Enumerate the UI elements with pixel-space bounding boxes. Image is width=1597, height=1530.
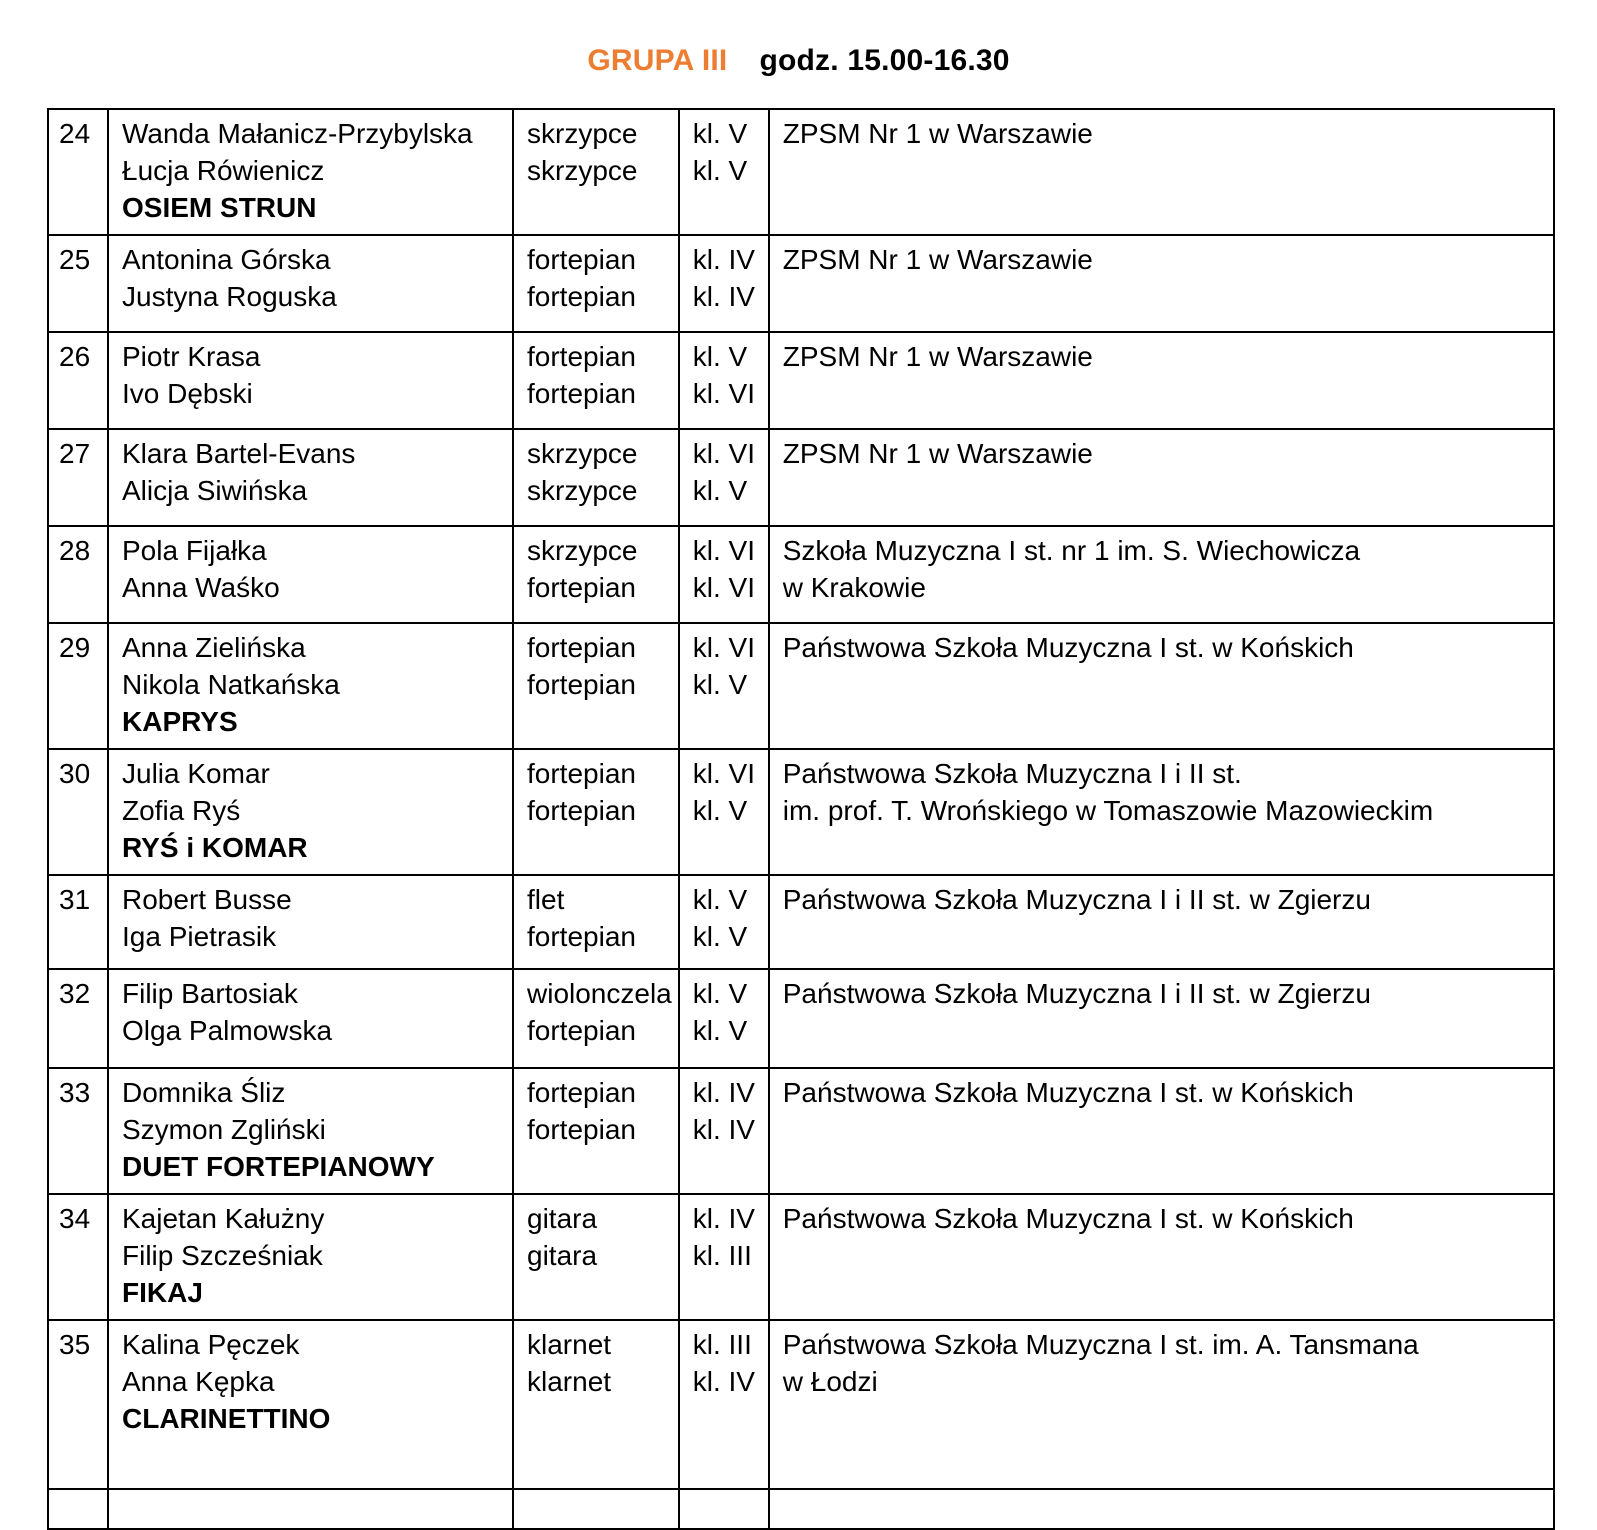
performers-cell (108, 1489, 513, 1529)
performer-name: Wanda Małanicz-Przybylska (122, 118, 473, 149)
school-cell (769, 235, 1554, 332)
row-number-cell (48, 429, 108, 526)
instrument: fortepian (527, 281, 636, 312)
row-number: 25 (59, 244, 91, 275)
school-cell (769, 526, 1554, 623)
performers-cell (108, 969, 513, 1068)
row-number-cell (48, 875, 108, 969)
page-title (0, 44, 1597, 78)
table-row (48, 1194, 1554, 1320)
instrument: skrzypce (527, 118, 638, 149)
school-cell (769, 1068, 1554, 1194)
school-line: Państwowa Szkoła Muzyczna I i II st. w Zgierzu (782, 884, 1371, 915)
row-number-cell (48, 1489, 108, 1529)
performer-name: Anna Zielińska (122, 632, 306, 663)
school-cell (769, 429, 1554, 526)
class-level: kl. VI (692, 378, 755, 409)
performer-name: Robert Busse (122, 884, 292, 915)
instrument: skrzypce (527, 155, 638, 186)
classes-cell (679, 749, 769, 875)
school-line: ZPSM Nr 1 w Warszawie (782, 118, 1093, 149)
classes-cell (679, 526, 769, 623)
performer-name: Iga Pietrasik (122, 921, 277, 952)
school-cell (769, 875, 1554, 969)
performers-cell (108, 332, 513, 429)
instruments-cell (513, 526, 679, 623)
school-cell (769, 1194, 1554, 1320)
school-line: ZPSM Nr 1 w Warszawie (782, 244, 1093, 275)
class-level: kl. VI (692, 758, 755, 789)
performer-name: Kajetan Kałużny (122, 1203, 325, 1234)
school-cell (769, 749, 1554, 875)
school-line: Państwowa Szkoła Muzyczna I st. w Końskich (782, 632, 1354, 663)
class-level: kl. V (692, 475, 748, 506)
classes-cell (679, 1194, 769, 1320)
performer-name: Ivo Dębski (122, 378, 253, 409)
performer-name: Nikola Natkańska (122, 669, 340, 700)
instrument: fortepian (527, 1077, 636, 1108)
ensemble-name: DUET FORTEPIANOWY (122, 1151, 435, 1182)
instruments-cell (513, 1068, 679, 1194)
instruments-cell (513, 875, 679, 969)
ensemble-name: RYŚ i KOMAR (122, 832, 308, 863)
school-line: Państwowa Szkoła Muzyczna I st. im. A. Tansmana (782, 1329, 1419, 1360)
performer-name: Olga Palmowska (122, 1015, 333, 1046)
performers-cell (108, 1320, 513, 1489)
class-level: kl. IV (692, 281, 755, 312)
instrument: fortepian (527, 572, 636, 603)
class-level: kl. VI (692, 438, 755, 469)
instrument: fortepian (527, 378, 636, 409)
school-line: Szkoła Muzyczna I st. nr 1 im. S. Wiechowicza (782, 535, 1361, 566)
instrument: gitara (527, 1203, 598, 1234)
classes-cell (679, 332, 769, 429)
instrument: skrzypce (527, 535, 638, 566)
time-label: godz. 15.00-16.30 (759, 44, 1010, 77)
class-level: kl. V (692, 669, 748, 700)
results-table (47, 108, 1555, 1530)
performers-cell (108, 875, 513, 969)
performer-name: Kalina Pęczek (122, 1329, 300, 1360)
row-number: 35 (59, 1329, 91, 1360)
school-line: Państwowa Szkoła Muzyczna I i II st. (782, 758, 1242, 789)
classes-cell (679, 1320, 769, 1489)
table-row (48, 749, 1554, 875)
instruments-cell (513, 1194, 679, 1320)
class-level: kl. V (692, 118, 748, 149)
performer-name: Alicja Siwińska (122, 475, 308, 506)
classes-cell (679, 623, 769, 749)
ensemble-name: KAPRYS (122, 706, 238, 737)
school-cell (769, 109, 1554, 235)
performer-name: Filip Bartosiak (122, 978, 298, 1009)
class-level: kl. V (692, 1015, 748, 1046)
instrument: fortepian (527, 632, 636, 663)
performer-name: Zofia Ryś (122, 795, 241, 826)
performers-cell (108, 109, 513, 235)
row-number: 29 (59, 632, 91, 663)
class-level: kl. V (692, 884, 748, 915)
row-number: 24 (59, 118, 91, 149)
row-number: 31 (59, 884, 91, 915)
row-number-cell (48, 623, 108, 749)
table-row (48, 109, 1554, 235)
table-row (48, 1320, 1554, 1489)
school-line: ZPSM Nr 1 w Warszawie (782, 341, 1093, 372)
class-level: kl. IV (692, 1114, 755, 1145)
instruments-cell (513, 1320, 679, 1489)
school-cell (769, 1489, 1554, 1529)
performer-name: Anna Waśko (122, 572, 280, 603)
instrument: fortepian (527, 1015, 636, 1046)
row-number-cell (48, 526, 108, 623)
row-number: 27 (59, 438, 91, 469)
performer-name: Filip Szcześniak (122, 1240, 323, 1271)
ensemble-name: CLARINETTINO (122, 1403, 331, 1434)
classes-cell (679, 1489, 769, 1529)
performers-cell (108, 1194, 513, 1320)
class-level: kl. IV (692, 1203, 755, 1234)
performers-cell (108, 749, 513, 875)
class-level: kl. VI (692, 572, 755, 603)
instrument: fortepian (527, 669, 636, 700)
instrument: skrzypce (527, 475, 638, 506)
row-number: 26 (59, 341, 91, 372)
class-level: kl. V (692, 921, 748, 952)
class-level: kl. IV (692, 244, 755, 275)
school-cell (769, 332, 1554, 429)
row-number-cell (48, 235, 108, 332)
school-line: Państwowa Szkoła Muzyczna I st. w Końskich (782, 1203, 1354, 1234)
instruments-cell (513, 623, 679, 749)
table-row-partial (48, 1489, 1554, 1529)
row-number-cell (48, 1194, 108, 1320)
class-level: kl. V (692, 795, 748, 826)
performer-name: Klara Bartel-Evans (122, 438, 356, 469)
row-number: 32 (59, 978, 91, 1009)
class-level: kl. V (692, 978, 748, 1009)
instruments-cell (513, 109, 679, 235)
table-row (48, 969, 1554, 1068)
classes-cell (679, 875, 769, 969)
school-line: Państwowa Szkoła Muzyczna I st. w Końskich (782, 1077, 1354, 1108)
class-level: kl. VI (692, 632, 755, 663)
instrument: fortepian (527, 758, 636, 789)
instrument: wiolonczela (527, 978, 672, 1009)
instrument: skrzypce (527, 438, 638, 469)
performers-cell (108, 623, 513, 749)
row-number: 33 (59, 1077, 91, 1108)
performer-name: Anna Kępka (122, 1366, 275, 1397)
classes-cell (679, 235, 769, 332)
table-row (48, 332, 1554, 429)
performer-name: Antonina Górska (122, 244, 331, 275)
row-number-cell (48, 1068, 108, 1194)
instrument: fortepian (527, 244, 636, 275)
instruments-cell (513, 235, 679, 332)
instrument: fortepian (527, 1114, 636, 1145)
row-number: 30 (59, 758, 91, 789)
performer-name: Pola Fijałka (122, 535, 267, 566)
row-number-cell (48, 1320, 108, 1489)
performer-name: Julia Komar (122, 758, 270, 789)
school-cell (769, 969, 1554, 1068)
performer-name: Szymon Zgliński (122, 1114, 326, 1145)
row-number: 28 (59, 535, 91, 566)
school-cell (769, 623, 1554, 749)
school-cell (769, 1320, 1554, 1489)
ensemble-name: FIKAJ (122, 1277, 203, 1308)
instrument: flet (527, 884, 565, 915)
table-row (48, 235, 1554, 332)
class-level: kl. IV (692, 1366, 755, 1397)
table-row (48, 429, 1554, 526)
class-level: kl. V (692, 155, 748, 186)
performers-cell (108, 526, 513, 623)
row-number-cell (48, 749, 108, 875)
classes-cell (679, 1068, 769, 1194)
performers-cell (108, 1068, 513, 1194)
instruments-cell (513, 429, 679, 526)
class-level: kl. VI (692, 535, 755, 566)
performer-name: Piotr Krasa (122, 341, 261, 372)
table-row (48, 526, 1554, 623)
row-number-cell (48, 969, 108, 1068)
instrument: fortepian (527, 921, 636, 952)
row-number-cell (48, 332, 108, 429)
group-label: GRUPA III (587, 44, 728, 77)
instrument: fortepian (527, 795, 636, 826)
instruments-cell (513, 332, 679, 429)
instrument: klarnet (527, 1366, 612, 1397)
school-line: im. prof. T. Wrońskiego w Tomaszowie Mazowieckim (782, 795, 1434, 826)
performers-cell (108, 235, 513, 332)
classes-cell (679, 429, 769, 526)
class-level: kl. V (692, 341, 748, 372)
performer-name: Justyna Roguska (122, 281, 337, 312)
instrument: klarnet (527, 1329, 612, 1360)
classes-cell (679, 109, 769, 235)
class-level: kl. III (692, 1240, 752, 1271)
performer-name: Domnika Śliz (122, 1077, 286, 1108)
class-level: kl. IV (692, 1077, 755, 1108)
instrument: gitara (527, 1240, 598, 1271)
ensemble-name: OSIEM STRUN (122, 192, 317, 223)
class-level: kl. III (692, 1329, 752, 1360)
performer-name: Łucja Rówienicz (122, 155, 325, 186)
classes-cell (679, 969, 769, 1068)
table-row (48, 1068, 1554, 1194)
table-row (48, 875, 1554, 969)
row-number-cell (48, 109, 108, 235)
table-row (48, 623, 1554, 749)
instrument: fortepian (527, 341, 636, 372)
school-line: w Łodzi (782, 1366, 878, 1397)
school-line: Państwowa Szkoła Muzyczna I i II st. w Zgierzu (782, 978, 1371, 1009)
row-number: 34 (59, 1203, 91, 1234)
instruments-cell (513, 969, 679, 1068)
school-line: w Krakowie (782, 572, 926, 603)
instruments-cell (513, 749, 679, 875)
instruments-cell (513, 1489, 679, 1529)
performers-cell (108, 429, 513, 526)
school-line: ZPSM Nr 1 w Warszawie (782, 438, 1093, 469)
